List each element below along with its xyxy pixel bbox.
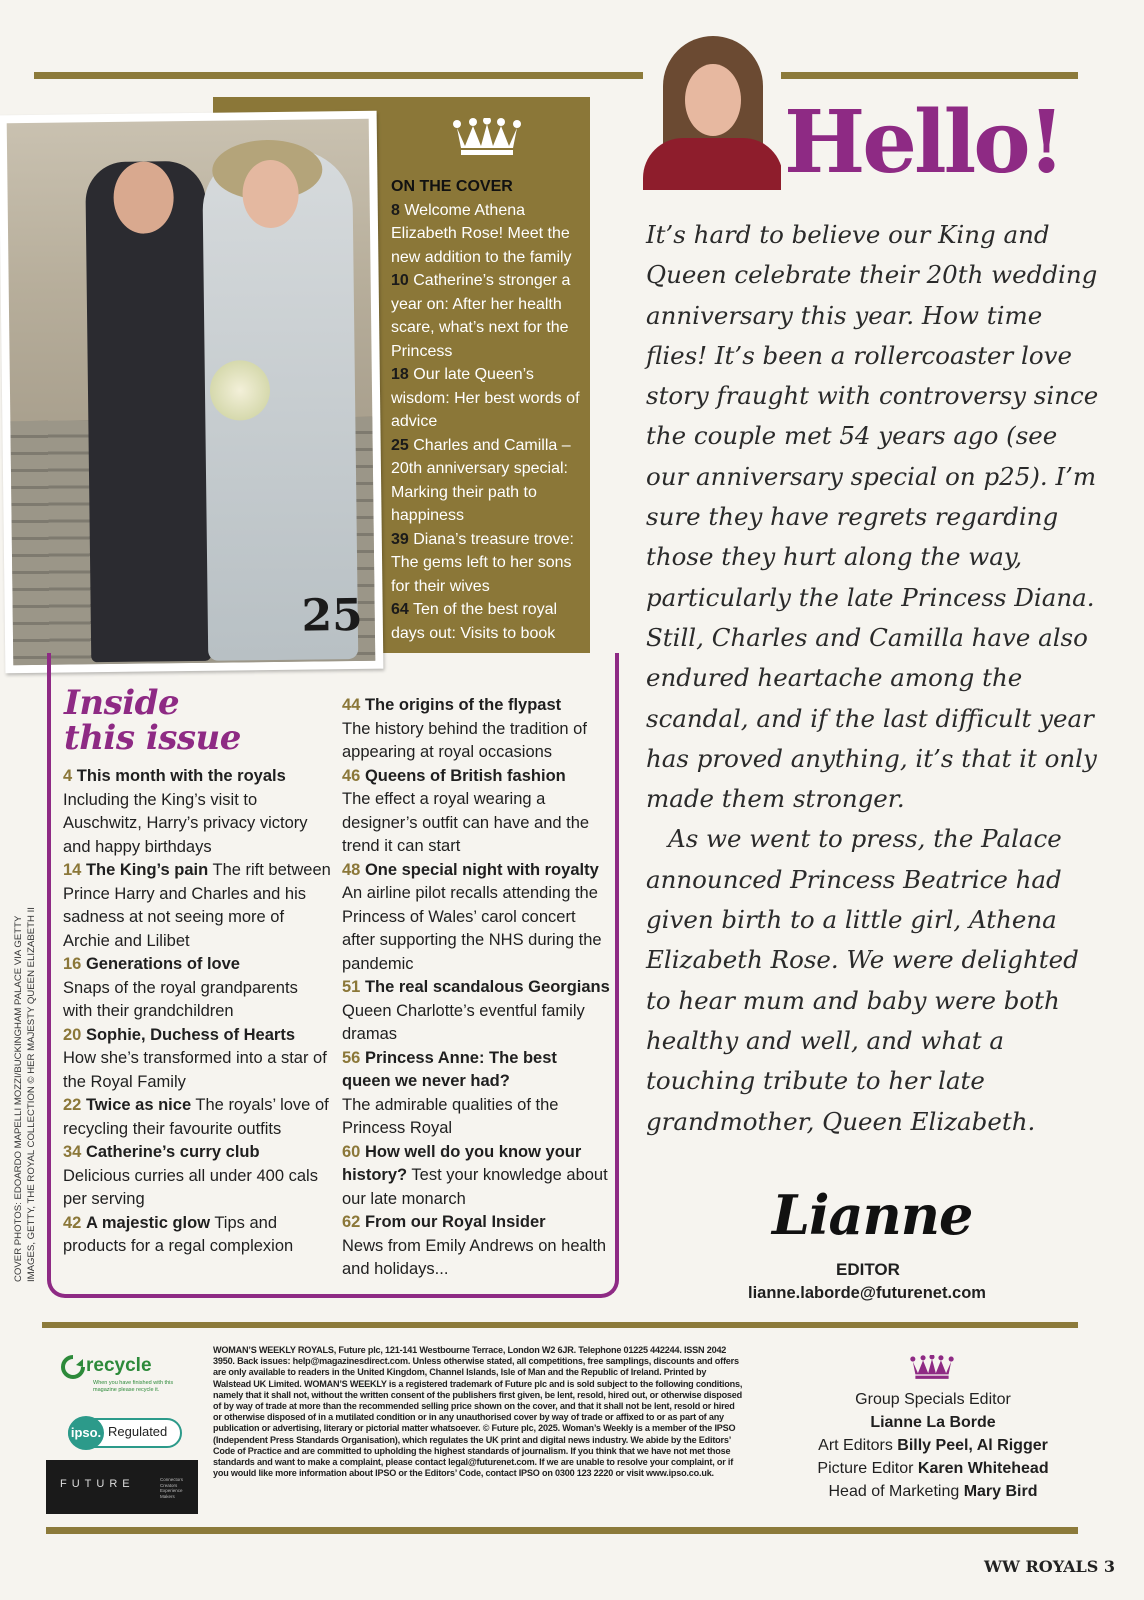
- future-wordmark: FUTURE: [60, 1478, 135, 1490]
- contents-item-desc: The history behind the tradition of appearing at royal occasions: [342, 719, 587, 761]
- contents-item-title: The real scandalous Georgians: [364, 978, 610, 996]
- cover-item-page: 25: [391, 436, 409, 454]
- cover-item: [391, 528, 591, 599]
- king-figure: [85, 161, 211, 662]
- letter-paragraph: As we went to press, the Palace announced Princess Beatrice had given birth to a little girl, Athena Elizabeth Rose. We were delighted to hear mum and baby were both healthy and well, and what a touching tribute to her late grandmother, Queen Elizabeth.: [646, 824, 1079, 1136]
- contents-item-desc: Tips and products for a regal complexion: [63, 1213, 294, 1255]
- contents-item-title: From our Royal Insider: [364, 1213, 546, 1231]
- contents-item-desc: Including the King’s visit to Auschwitz, Harry’s privacy victory and happy birthdays: [63, 790, 308, 856]
- staff-role: Art Editors: [818, 1437, 893, 1454]
- contents-item: [342, 976, 610, 1047]
- staff-entry: [780, 1480, 1086, 1503]
- contents-item-page: 60: [342, 1142, 361, 1161]
- contents-item-title: Sophie, Duchess of Hearts: [85, 1025, 296, 1044]
- recycle-note: When you have finished with this magazine please recycle it.: [93, 1380, 174, 1393]
- contents-item: [342, 765, 610, 859]
- ipso-logo: ipso.: [68, 1416, 104, 1450]
- contents-item: [342, 859, 610, 977]
- contents-item-desc: Queen Charlotte’s eventful family dramas: [342, 1001, 585, 1043]
- contents-item: [342, 694, 610, 765]
- crown-icon: [451, 118, 523, 158]
- contents-item-desc: How she’s transformed into a star of the Royal Family: [63, 1049, 327, 1091]
- contents-item-title: Generations of love: [85, 955, 240, 973]
- contents-item-title: The King’s pain: [85, 861, 209, 879]
- editor-email[interactable]: lianne.laborde@futurenet.com: [748, 1284, 986, 1302]
- cover-item-text: Ten of the best royal days out: Visits to book: [391, 601, 558, 642]
- cover-item-text: Diana’s treasure trove: The gems left to her sons for their wives: [391, 530, 574, 595]
- contents-item-page: 46: [342, 766, 361, 785]
- contents-item-page: 48: [342, 860, 361, 879]
- contents-item-desc: Delicious curries all under 400 cals per serving: [63, 1166, 318, 1208]
- editor-signature: Lianne: [772, 1183, 973, 1247]
- contents-item-desc: The rift between Prince Harry and Charles and his sadness at not seeing more of Archie and Lilibet: [63, 861, 331, 950]
- staff-list: [780, 1388, 1086, 1503]
- staff-name: Lianne La Borde: [870, 1414, 996, 1431]
- contents-item: [63, 1212, 331, 1259]
- cover-item-text: Charles and Camilla – 20th anniversary special: Marking their path to happiness: [391, 436, 571, 524]
- contents-item-title: Twice as nice: [85, 1096, 192, 1114]
- contents-item-page: 4: [63, 767, 73, 785]
- contents-item: [342, 1141, 610, 1212]
- recycle-logo: recycle: [86, 1355, 152, 1376]
- contents-item-desc: The admirable qualities of the Princess Royal: [342, 1095, 559, 1137]
- cover-page-number: 25: [301, 589, 364, 642]
- contents-column-right: [342, 694, 610, 1282]
- letter-paragraph: It’s hard to believe our King and Queen celebrate their 20th wedding anniversary this year. How time flies! It’s been a rollercoaster love story fraught with controversy since the couple met 54 years ago (see our anniversary special on p25). I’m sure they have regrets regarding those they hurt along the way, particularly the late Princess Diana. Still, Charles and Camilla have also endured heartache among the scandal, and if the last difficult year has proved anything, it’s that it only made them stronger.: [646, 220, 1099, 814]
- contents-item: [63, 859, 331, 953]
- staff-role: Picture Editor: [817, 1460, 914, 1477]
- cover-item-text: Catherine’s stronger a year on: After her health scare, what’s next for the Princess: [391, 272, 571, 360]
- inside-this-issue-heading: Inside this issue: [64, 683, 241, 758]
- photo-credit: COVER PHOTOS: EDOARDO MAPELLI MOZZI/BUCKINGHAM PALACE VIA GETTY IMAGES, GETTY, THE ROYAL COLLECTION © HER MAJESTY QUEEN ELIZABETH II: [13, 907, 37, 1282]
- editor-photo: [643, 28, 781, 190]
- contents-item-title: The origins of the flypast: [364, 696, 562, 714]
- contents-item: [63, 1024, 331, 1095]
- staff-entry: [780, 1434, 1086, 1457]
- editor-role: EDITOR: [836, 1260, 900, 1279]
- contents-item-page: 42: [63, 1213, 82, 1232]
- contents-item-page: 44: [342, 696, 361, 714]
- staff-entry: [780, 1388, 1086, 1434]
- ipso-label: Regulated: [108, 1424, 168, 1439]
- cover-item-page: 18: [391, 366, 409, 383]
- footer-bottom-rule: [46, 1527, 1078, 1534]
- cover-item-text: Our late Queen’s wisdom: Her best words of advice: [391, 366, 580, 430]
- contents-item-title: Catherine’s curry club: [85, 1143, 260, 1161]
- contents-column-left: [63, 765, 331, 1259]
- legal-text: WOMAN’S WEEKLY ROYALS, Future plc, 121-141 Westbourne Terrace, London W2 6JR. Telephone 01225 442244. ISSN 2042 3950. Back issues: help@magazinesdirect.com. Unless otherwise stated, all competitions, free samplings, discounts and offers are only available to readers in the United Kingdom, Channel Islands, Isle of Man and the Republic of Ireland. Printed by Walstead UK Limited. WOMAN’S WEEKLY is a registered trademark of Future plc and is sold subject to the following conditions, namely that it shall not, without the written consent of the publishers first given, be lent, resold, hired out, or otherwise disposed of by way of trade at more than the recommended selling price shown on the cover, and that it shall not be lent, resold or hired or otherwise disposed of in a mutilated condition or in any unauthorised cover by way of trade or affixed to or as part of any publication or advertising, literary or pictorial matter whatsoever. © Future plc, 2025. Woman’s Weekly is a member of the IPSO (Independent Press Standards Organisation), which regulates the UK print and digital news industry. We abide by the Editors’ Code of Practice and are committed to upholding the highest standards of journalism. If you think that we have not met those standards and want to make a complaint, please contact legal@futurenet.com. If we are unable to resolve your complaint, or if you would like more information about IPSO or the Editors’ Code, contact IPSO on 0300 123 2220 or visit www.ipso.co.uk.: [213, 1345, 743, 1479]
- contents-item-page: 20: [63, 1025, 82, 1044]
- on-the-cover-list: [391, 175, 591, 645]
- contents-item-page: 34: [63, 1143, 82, 1161]
- footer-top-rule: [42, 1322, 1078, 1328]
- contents-item-page: 51: [342, 978, 361, 996]
- contents-item: [63, 1094, 331, 1141]
- contents-item: [63, 953, 331, 1024]
- contents-item-desc: The royals’ love of recycling their favourite outfits: [63, 1096, 329, 1138]
- contents-item-desc: Snaps of the royal grandparents with their grandchildren: [63, 978, 298, 1020]
- staff-entry: [780, 1457, 1086, 1480]
- contents-item-title: How well do you know your history?: [342, 1142, 582, 1184]
- future-tagline: Connectors Creators Experience Makers: [160, 1477, 184, 1499]
- staff-role: Head of Marketing: [828, 1483, 960, 1500]
- cover-item: [391, 269, 591, 363]
- contents-item-title: Queens of British fashion: [364, 766, 566, 785]
- contents-item-desc: An airline pilot recalls attending the Princess of Wales’ carol concert after supporting the NHS during the pandemic: [342, 884, 602, 973]
- contents-item-page: 62: [342, 1213, 361, 1231]
- staff-name: Mary Bird: [963, 1483, 1038, 1500]
- contents-item-page: 16: [63, 955, 82, 973]
- contents-item: [63, 1141, 331, 1212]
- contents-item-title: Princess Anne: The best queen we never had?: [342, 1048, 557, 1090]
- staff-name: Billy Peel, Al Rigger: [897, 1437, 1048, 1454]
- contents-item-desc: News from Emily Andrews on health and holidays...: [342, 1236, 607, 1278]
- recycle-icon: [60, 1354, 86, 1380]
- cover-item-page: 10: [391, 272, 409, 289]
- cover-item: [391, 434, 591, 528]
- cover-item-page: 39: [391, 530, 409, 548]
- crown-icon: [909, 1355, 955, 1381]
- staff-role: Group Specials Editor: [855, 1391, 1011, 1408]
- top-rule: [34, 72, 1078, 79]
- contents-item-title: This month with the royals: [76, 767, 286, 785]
- hello-title: Hello!: [784, 92, 1063, 193]
- contents-item-desc: Test your knowledge about our late monarch: [342, 1166, 608, 1208]
- editor-letter: [646, 215, 1101, 1142]
- page-footer: WW ROYALS 3: [984, 1557, 1116, 1576]
- cover-item: [391, 598, 591, 645]
- on-the-cover-heading: ON THE COVER: [391, 178, 513, 195]
- cover-photo: [0, 111, 383, 674]
- contents-item-page: 56: [342, 1048, 361, 1067]
- contents-item-title: One special night with royalty: [364, 860, 599, 879]
- cover-item-page: 64: [391, 601, 409, 618]
- contents-item: [342, 1047, 610, 1141]
- cover-item-text: Welcome Athena Elizabeth Rose! Meet the new addition to the family: [391, 201, 572, 266]
- contents-item-desc: The effect a royal wearing a designer’s outfit can have and the trend it can start: [342, 790, 590, 855]
- contents-item-page: 22: [63, 1096, 82, 1114]
- contents-item-page: 14: [63, 861, 82, 879]
- contents-item: [342, 1211, 610, 1282]
- cover-item: [391, 363, 591, 434]
- cover-item-page: 8: [391, 201, 400, 219]
- contents-item: [63, 765, 331, 859]
- cover-item: [391, 199, 591, 270]
- contents-item-title: A majestic glow: [85, 1213, 211, 1232]
- staff-name: Karen Whitehead: [917, 1460, 1049, 1477]
